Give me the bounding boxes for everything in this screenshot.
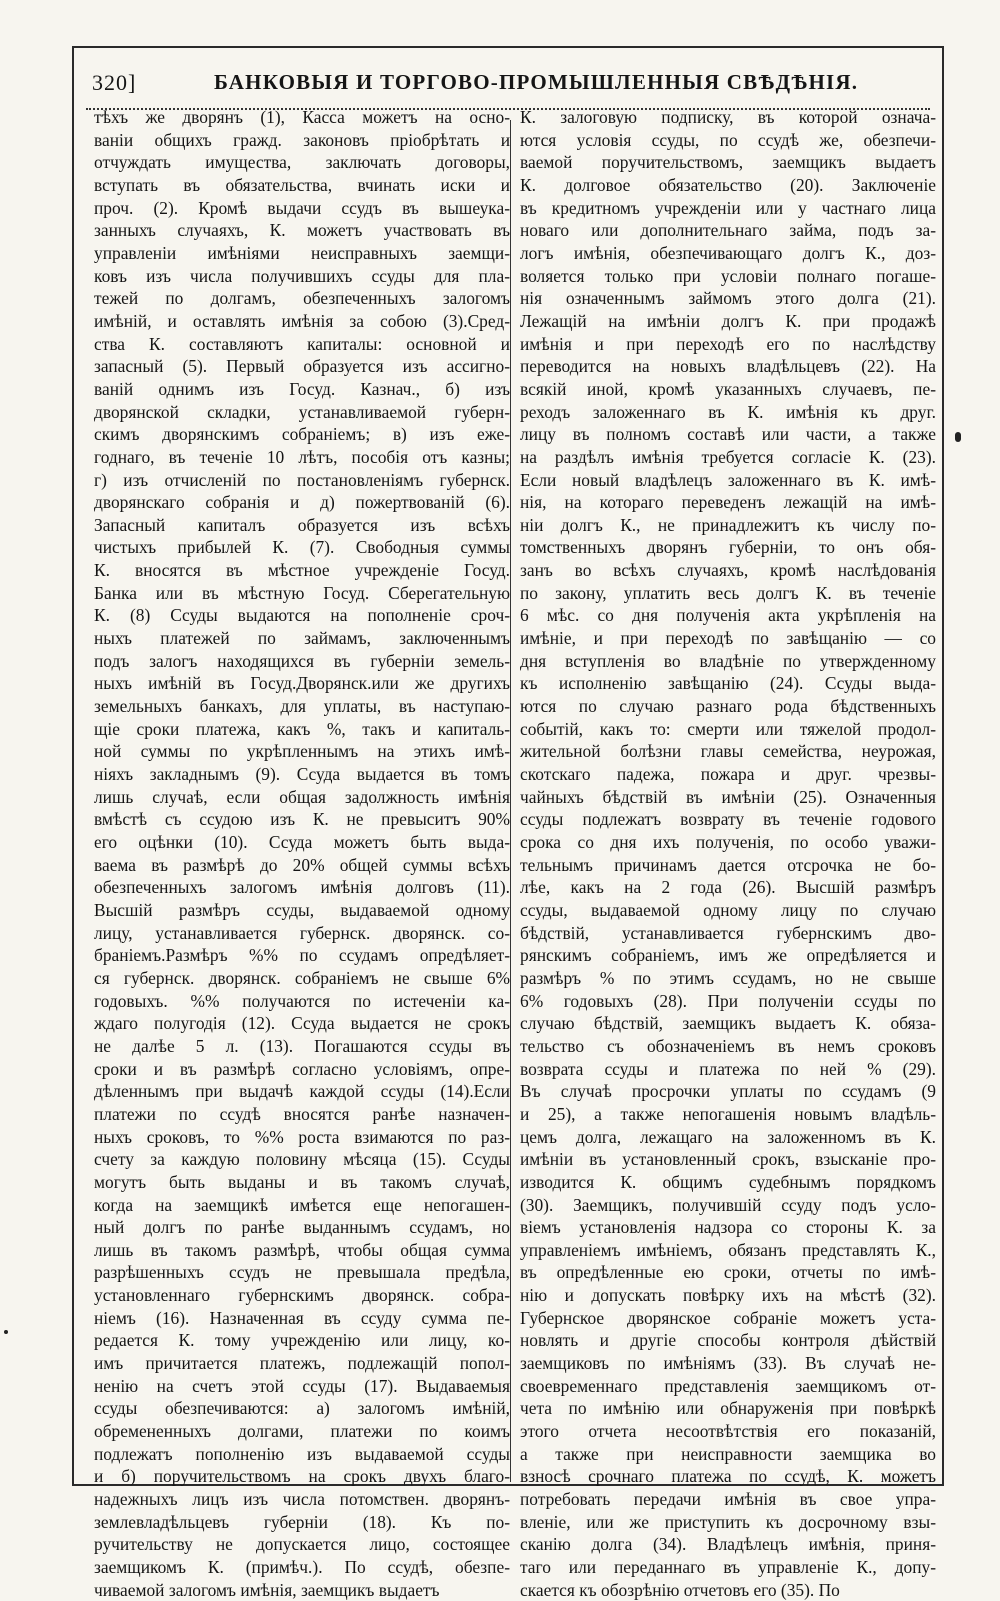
text-line: дворянскаго собранія и д) пожертвованій (6).: [94, 492, 510, 513]
left-column: [94, 106, 510, 1600]
text-line: щіе сроки платежа, какъ %, такъ и капиталь-: [94, 718, 510, 739]
text-line: ніяхъ закладнымъ (9). Ссуда выдается въ томъ: [94, 764, 510, 785]
text-line: томственныхъ дворянъ губерніи, то онъ обя-: [520, 537, 936, 558]
text-line: занъ во всѣхъ случаяхъ, кромѣ наслѣдованія: [520, 560, 936, 581]
text-line: г) изъ отчисленій по постановленіямъ губернск.: [94, 469, 510, 490]
text-line: дня вступленія во владѣніе по утвержденному: [520, 650, 936, 671]
text-line: нію и допускать повѣрку ихъ на мѣстѣ (32).: [520, 1285, 936, 1306]
text-line: К. (8) Ссуды выдаются на пополненіе сроч-: [94, 605, 510, 626]
text-line: лицу въ полномъ составѣ или части, а также: [520, 424, 936, 445]
text-line: счету за каждую половину мѣсяца (15). Ссуды: [94, 1149, 510, 1170]
text-line: Высшій размѣръ ссуды, выдаваемой одному: [94, 899, 510, 920]
text-line: въ кредитномъ учрежденіи или у частнаго лица: [520, 197, 936, 218]
running-head: БАНКОВЫЯ И ТОРГОВО-ПРОМЫШЛЕННЫЯ СВѢДѢНІЯ.: [214, 70, 859, 94]
text-line: нія означеннымъ займомъ этого долга (21).: [520, 288, 936, 309]
text-line: дворянской складки, устанавливаемой губерн-: [94, 401, 510, 422]
text-line: управленіи имѣніями неисправныхъ заемщи-: [94, 242, 510, 263]
text-line: потребовать передачи имѣнія въ свое упра-: [520, 1489, 936, 1510]
text-line: чиваемой залогомъ имѣнія, заемщикъ выдаетъ: [94, 1579, 440, 1600]
text-line: ніемъ (16). Назначенная въ ссуду сумма пе-: [94, 1307, 510, 1328]
text-line: ваніи общихъ гражд. законовъ пріобрѣтать и: [94, 129, 510, 150]
text-line: заемщикомъ К. (примѣч.). По ссудѣ, обезпе-: [94, 1557, 510, 1577]
text-line: лишь случаѣ, если общая задолжность имѣнія: [94, 786, 510, 807]
text-line: земельныхъ банкахъ, для уплаты, въ наступаю-: [94, 696, 510, 717]
text-line: дѣленнымъ при выдачѣ каждой ссуды (14).Если: [94, 1081, 510, 1102]
text-line: этого отчета несоотвѣтствія его показаній,: [520, 1421, 936, 1442]
text-line: лѣе, какъ на 2 года (26). Высшій размѣръ: [520, 877, 936, 898]
text-line: віемъ установленія надзора со стороны К. за: [520, 1217, 936, 1238]
text-line: Лежащій на имѣніи долгъ К. при продажѣ: [520, 310, 936, 331]
text-line: обезпеченныхъ залогомъ имѣнія долговъ (11).: [94, 877, 510, 898]
text-line: чистыхъ прибылей К. (7). Свободныя суммы: [94, 537, 510, 558]
text-line: подъ залогъ находящихся въ губерніи земель-: [94, 650, 510, 671]
text-line: бѣдствій, устанавливается губернскимъ дво-: [520, 922, 936, 943]
text-line: тельство съ обозначеніемъ въ немъ сроковъ: [520, 1035, 936, 1056]
text-line: ждаго полугодія (12). Ссуда выдается не срокъ: [94, 1013, 510, 1034]
text-line: ненію на счетъ этой ссуды (17). Выдаваемыя: [94, 1375, 510, 1396]
margin-mark: [4, 1330, 8, 1334]
text-line: случаю бѣдствій, заемщикъ выдаетъ К. обяза-: [520, 1013, 936, 1034]
text-line: цемъ долга, лежащаго на заложенномъ въ К.: [520, 1126, 936, 1147]
text-line: скается къ обозрѣнію отчетовъ его (35). По: [520, 1579, 840, 1600]
text-line: ваемой поручительствомъ, заемщикъ выдаетъ: [520, 152, 936, 173]
text-line: заемщиковъ по имѣніямъ (33). Въ случаѣ не-: [520, 1353, 936, 1374]
text-line: размѣръ % по этимъ ссудамъ, но не свыше: [520, 967, 936, 988]
text-line: 6% годовыхъ (28). При полученіи ссуды по: [520, 990, 936, 1011]
text-line: отчуждать имущества, заключать договоры,: [94, 152, 510, 173]
text-line: на раздѣлъ имѣнія требуется согласіе К. (23).: [520, 446, 936, 467]
text-line: срока со дня ихъ полученія, по особо уважи-: [520, 832, 936, 852]
text-line: сканію долга (34). Владѣлецъ имѣнія, приня-: [520, 1534, 936, 1555]
text-line: тежей по долгамъ, обезпеченныхъ залогомъ: [94, 288, 510, 309]
text-line: годовыхъ. %% получаются по истеченіи ка-: [94, 990, 510, 1011]
text-line: ный долгъ по ранѣе выданнымъ ссудамъ, но: [94, 1217, 510, 1238]
page-number: 320]: [92, 70, 137, 95]
text-line: переводится на новыхъ владѣльцевъ (22). На: [520, 356, 936, 377]
text-line: управленіемъ имѣніемъ, обязанъ представлять К.,: [520, 1239, 936, 1260]
text-line: новаго или дополнительнаго займа, подъ за-: [520, 220, 936, 241]
text-line: когда на заемщикѣ имѣется еще непогашен-: [94, 1194, 510, 1215]
text-line: ются по случаю разнаго рода бѣдственныхъ: [520, 696, 936, 717]
text-line: ссуды, выдаваемой одному лицу по случаю: [520, 899, 936, 920]
text-line: таго или переданнаго въ управленіе К., допу-: [520, 1557, 936, 1577]
text-line: реходъ заложеннаго въ К. имѣнія къ друг.: [520, 401, 936, 422]
text-line: ются условія ссуды, по ссудѣ же, обезпечи-: [520, 129, 936, 150]
text-line: лицу, устанавливается губернск. дворянск. со-: [94, 922, 510, 943]
text-line: вмѣстѣ съ ссудою изъ К. не превыситъ 90%: [94, 809, 510, 830]
text-line: ства К. составляютъ капиталы: основной и: [94, 333, 510, 354]
page-header: [74, 48, 942, 100]
text-line: запасный (5). Первый образуется изъ ассигно-: [94, 356, 510, 377]
text-line: въ опредѣленные ею сроки, отчеты по имѣ-: [520, 1262, 936, 1283]
text-line: рянскимъ собраніемъ, имъ же опредѣляется и: [520, 945, 936, 966]
text-line: К. залоговую подписку, въ которой означа-: [520, 107, 936, 127]
text-line: ваема въ размѣрѣ до 20% общей суммы всѣхъ: [94, 854, 510, 875]
text-line: имѣніе, и при переходѣ по завѣщанію — со: [520, 628, 936, 649]
text-line: обремененныхъ долгами, платежи по коимъ: [94, 1421, 510, 1442]
text-line: событій, какъ то: смерти или тяжелой продол-: [520, 718, 936, 739]
text-line: новлять и другіе способы контроля дѣйствій: [520, 1330, 936, 1351]
text-line: Запасный капиталъ образуется изъ всѣхъ: [94, 514, 510, 535]
text-line: К. вносятся въ мѣстное учрежденіе Госуд.: [94, 560, 510, 581]
text-line: платежи по ссудѣ вносятся ранѣе назначен-: [94, 1103, 510, 1124]
text-line: Банка или въ мѣстную Госуд. Сберегательную: [94, 582, 510, 603]
text-line: установленнаго губернскимъ дворянск. собра-: [94, 1285, 510, 1306]
text-line: ручительству не допускается лицо, состоящее: [94, 1534, 510, 1555]
margin-mark: [955, 432, 961, 442]
text-line: ныхъ сроковъ, то %% роста взимаются по раз-: [94, 1126, 510, 1147]
text-line: редается К. тому учрежденію или лицу, ко-: [94, 1330, 510, 1351]
text-line: жительной болѣзни главы семейства, неурожая,: [520, 741, 936, 762]
text-line: К. долговое обязательство (20). Заключеніе: [520, 174, 936, 195]
text-line: всякій иной, кромѣ указанныхъ случаевъ, пе-: [520, 378, 936, 399]
text-line: своевременнаго представленія заемщикомъ от-: [520, 1375, 936, 1396]
text-line: чета по имѣнію или обнаруженія при повѣркѣ: [520, 1398, 936, 1419]
text-line: и 25), а также непогашенія новымъ владѣль-: [520, 1103, 936, 1124]
text-line: вступать въ обязательства, вчинать иски и: [94, 174, 510, 195]
text-line: не далѣе 5 л. (13). Погашаются ссуды въ: [94, 1035, 510, 1056]
text-line: скимъ дворянскимъ собраніемъ; в) изъ еже-: [94, 424, 510, 445]
text-line: ковъ изъ числа получившихъ ссуды для пла-: [94, 265, 510, 286]
text-line: 6 мѣс. со дня полученія акта укрѣпленія на: [520, 605, 936, 626]
text-line: браніемъ.Размѣръ %% по ссудамъ опредѣляет-: [94, 945, 510, 966]
text-line: Губернское дворянское собраніе можетъ уста-: [520, 1307, 936, 1328]
text-line: подлежатъ пополненію изъ выдаваемой ссуды: [94, 1443, 510, 1464]
text-line: къ исполненію завѣщанію (24). Ссуды выда-: [520, 673, 936, 694]
text-line: по закону, уплатить весь долгъ К. въ теченіе: [520, 582, 936, 603]
text-line: Если новый владѣлецъ заложеннаго въ К. имѣ-: [520, 469, 936, 490]
text-line: нія, на котораго переведенъ лежащій на имѣ-: [520, 492, 936, 513]
text-line: (30). Заемщикъ, получившій ссуду подъ усло-: [520, 1194, 936, 1215]
text-line: взносѣ срочнаго платежа по ссудѣ, К. можетъ: [520, 1466, 936, 1487]
page-frame: [72, 46, 944, 1600]
text-line: имѣніи въ установленный срокъ, взысканіе про-: [520, 1149, 936, 1170]
text-line: могутъ быть выданы и въ такомъ случаѣ,: [94, 1171, 510, 1192]
text-line: Въ случаѣ просрочки уплаты по ссудамъ (9: [520, 1081, 936, 1102]
text-line: землевладѣльцевъ губерніи (18). Къ по-: [94, 1511, 510, 1532]
text-line: и б) поручительствомъ на срокъ двухъ благо-: [94, 1466, 510, 1487]
text-line: ссуды обезпечиваются: а) залогомъ имѣній,: [94, 1398, 510, 1419]
text-line: годнаго, въ теченіе 10 лѣтъ, пособія отъ казны;: [94, 446, 510, 467]
text-line: ной суммы по укрѣпленнымъ на этихъ имѣ-: [94, 741, 510, 762]
column-divider: [510, 120, 511, 1482]
text-line: ніи долгъ К., не принадлежитъ къ числу по-: [520, 514, 936, 535]
text-line: ныхъ имѣній въ Госуд.Дворянск.или же другихъ: [94, 673, 510, 694]
text-line: имѣнія и при переходѣ его по наслѣдству: [520, 333, 936, 354]
right-column: [520, 106, 936, 1600]
text-line: имѣній, и оставлять имѣнія за собою (3).Сред-: [94, 310, 510, 331]
text-line: имъ причитается платежъ, подлежащій попол-: [94, 1353, 510, 1374]
text-line: скотскаго падежа, пожара и друг. чрезвы-: [520, 764, 936, 785]
text-line: надежныхъ лицъ изъ числа потомствен. дворянъ-: [94, 1489, 510, 1510]
text-line: вленіе, или же приступить къ досрочному взы-: [520, 1511, 936, 1532]
text-line: воляется только при условіи полнаго погаше-: [520, 265, 936, 286]
text-line: тѣхъ же дворянъ (1), Касса можетъ на осно-: [94, 107, 510, 127]
text-line: лишь въ такомъ размѣрѣ, чтобы общая сумма: [94, 1239, 510, 1260]
text-line: ссуды подлежатъ возврату въ теченіе годового: [520, 809, 936, 830]
text-line: возврата ссуды и платежа по ней % (29).: [520, 1058, 936, 1079]
text-line: изводится К. общимъ судебнымъ порядкомъ: [520, 1171, 936, 1192]
text-line: проч. (2). Кромѣ выдачи ссудъ въ вышеука-: [94, 197, 510, 218]
text-line: занныхъ случаяхъ, К. можетъ участвовать въ: [94, 220, 510, 241]
text-line: ваній однимъ изъ Госуд. Казнач., б) изъ: [94, 378, 510, 399]
text-line: ныхъ платежей по займамъ, заключеннымъ: [94, 628, 510, 649]
text-line: логъ имѣнія, обезпечивающаго долгъ К., доз-: [520, 242, 936, 263]
text-line: разрѣшенныхъ ссудъ не превышала предѣла,: [94, 1262, 510, 1283]
text-line: его оцѣнки (10). Ссуда можетъ быть выда-: [94, 832, 510, 852]
text-line: тельнымъ причинамъ дается отсрочка не бо-: [520, 854, 936, 875]
text-line: чайныхъ бѣдствій въ имѣніи (25). Означенныя: [520, 786, 936, 807]
text-line: сроки и въ размѣрѣ согласно условіямъ, опре-: [94, 1058, 510, 1079]
text-line: а также при неисправности заемщика во: [520, 1443, 936, 1464]
text-line: ся губернск. дворянск. собраніемъ не свыше 6%: [94, 967, 510, 988]
